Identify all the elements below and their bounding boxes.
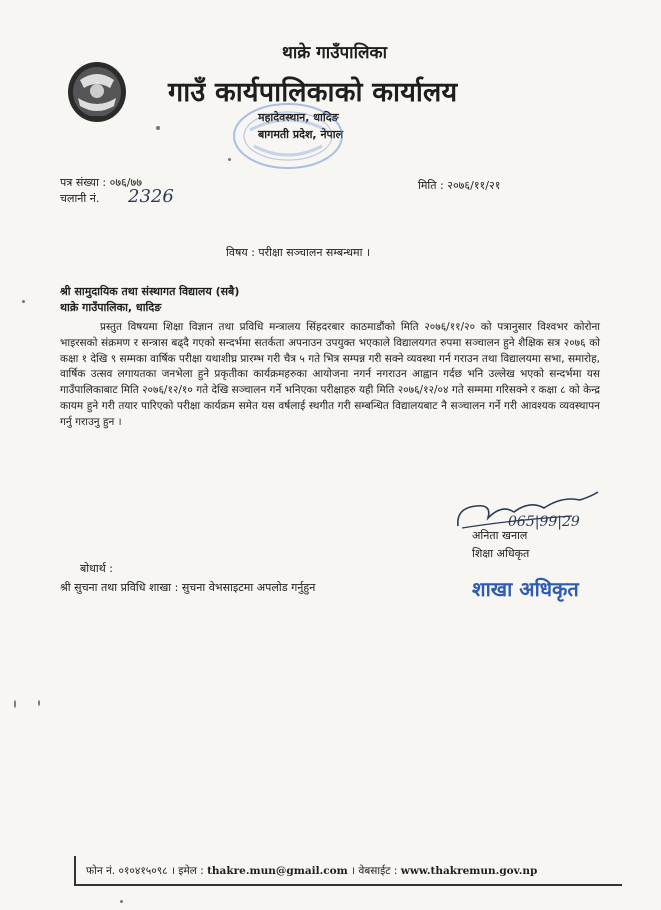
recipient-line-2: थाक्रे गाउँपालिका, धादिङ bbox=[60, 301, 162, 314]
letter-date: मिति : २०७६/११/२१ bbox=[418, 179, 501, 192]
footer-email: thakre.mun@gmail.com bbox=[207, 865, 348, 877]
scan-speck bbox=[14, 700, 16, 708]
dispatch-label: चलानी नं. bbox=[60, 192, 100, 205]
letter-body: प्रस्तुत विषयमा शिक्षा विज्ञान तथा प्रविधि मन्त्रालय सिंहदरबार काठमाडौंको मिति २०७६/११/२० को पत्रानुसार विश्वभर कोरोना भाइरसको संक्रमण र सन्त्रास बढ्दै गएको सन्दर्भमा सतर्कता अपनाउन उपयुक्त भएकाले विद्यालयगत रुपमा सञ्चालन हुने शैक्षिक सत्र २०७६ को कक्षा १ देखि ९ सम्मका वार्षिक परीक्षा यथाशीघ्र प्रारम्भ गरी चैत्र ५ गते भित्र सम्पन्न गरी सक्ने व्यवस्था गर्न गराउन तथा विद्यालयमा सभा, समारोह, वार्षिक उत्सव लगायतका जनभेला हुने प्रकृतीका कार्यक्रमहरुका आयोजना नगर्न नगराउन आह्वान गर्दछ भनि उल्लेख भएको सन्दर्भमा यस गाउँपालिकाबाट मिति २०७६/१२/१० गते देखि सञ्चालन गर्ने भनिएका परीक्षाहरु यही मिति २०७६/१२/०४ गते सम्ममा गरिसक्ने र कक्षा ८ को केन्द्र कायम हुने गरी तयार पारिएको परीक्षा कार्यक्रम समेत यस वर्षलाई स्थगीत गरी सम्बन्धित विद्यालयबाट नै सञ्चालन गर्ने गरी आवश्यक व्यवस्थापन गर्नु गराउनु हुन । bbox=[60, 321, 601, 428]
signatory-name: अनिता खनाल bbox=[472, 529, 528, 542]
footer-website: www.thakremun.gov.np bbox=[400, 865, 538, 877]
footer-email-label: इमेल : bbox=[178, 865, 204, 877]
signature-date: 065|99|29 bbox=[508, 514, 580, 530]
footer-phone: फोन नं. ०१०४१५०९८ bbox=[86, 865, 168, 877]
footer-rule bbox=[74, 884, 622, 886]
nepal-emblem-icon bbox=[66, 58, 128, 124]
dispatch-number: 2326 bbox=[128, 186, 174, 207]
footer-website-label: वेबसाईट : bbox=[358, 865, 398, 877]
scan-speck bbox=[120, 900, 123, 903]
recipient-line-1: श्री सामुदायिक तथा संस्थागत विद्यालय (सबै) bbox=[60, 285, 240, 298]
cc-label: बोधार्थ : bbox=[80, 562, 113, 575]
officer-stamp: शाखा अधिकृत bbox=[472, 577, 579, 601]
municipality-name: थाक्रे गाउँपालिका bbox=[282, 43, 387, 63]
letter-subject: विषय : परीक्षा सञ्चालन सम्बन्धमा । bbox=[226, 246, 371, 259]
office-location: महादेवस्थान, धादिङ bbox=[258, 111, 339, 124]
reference-number: पत्र संख्या : ०७६/७७ bbox=[60, 176, 142, 189]
footer-contact: फोन नं. ०१०४१५०९८ । इमेल : thakre.mun@gmail.com । वेबसाईट : www.thakremun.gov.np bbox=[86, 865, 538, 877]
scan-speck bbox=[38, 700, 40, 706]
cc-recipient: श्री सुचना तथा प्रविधि शाखा : सुचना वेभसाइटमा अपलोड गर्नुहुन bbox=[60, 581, 316, 594]
scan-speck bbox=[22, 300, 25, 303]
footer-rule-vertical bbox=[74, 856, 76, 884]
scan-speck bbox=[156, 126, 160, 130]
office-round-stamp bbox=[230, 100, 346, 172]
scan-speck bbox=[228, 158, 231, 161]
signatory-title: शिक्षा अधिकृत bbox=[472, 547, 530, 560]
office-title: गाउँ कार्यपालिकाको कार्यालय bbox=[168, 77, 458, 108]
office-province: बागमती प्रदेश, नेपाल bbox=[258, 128, 344, 141]
